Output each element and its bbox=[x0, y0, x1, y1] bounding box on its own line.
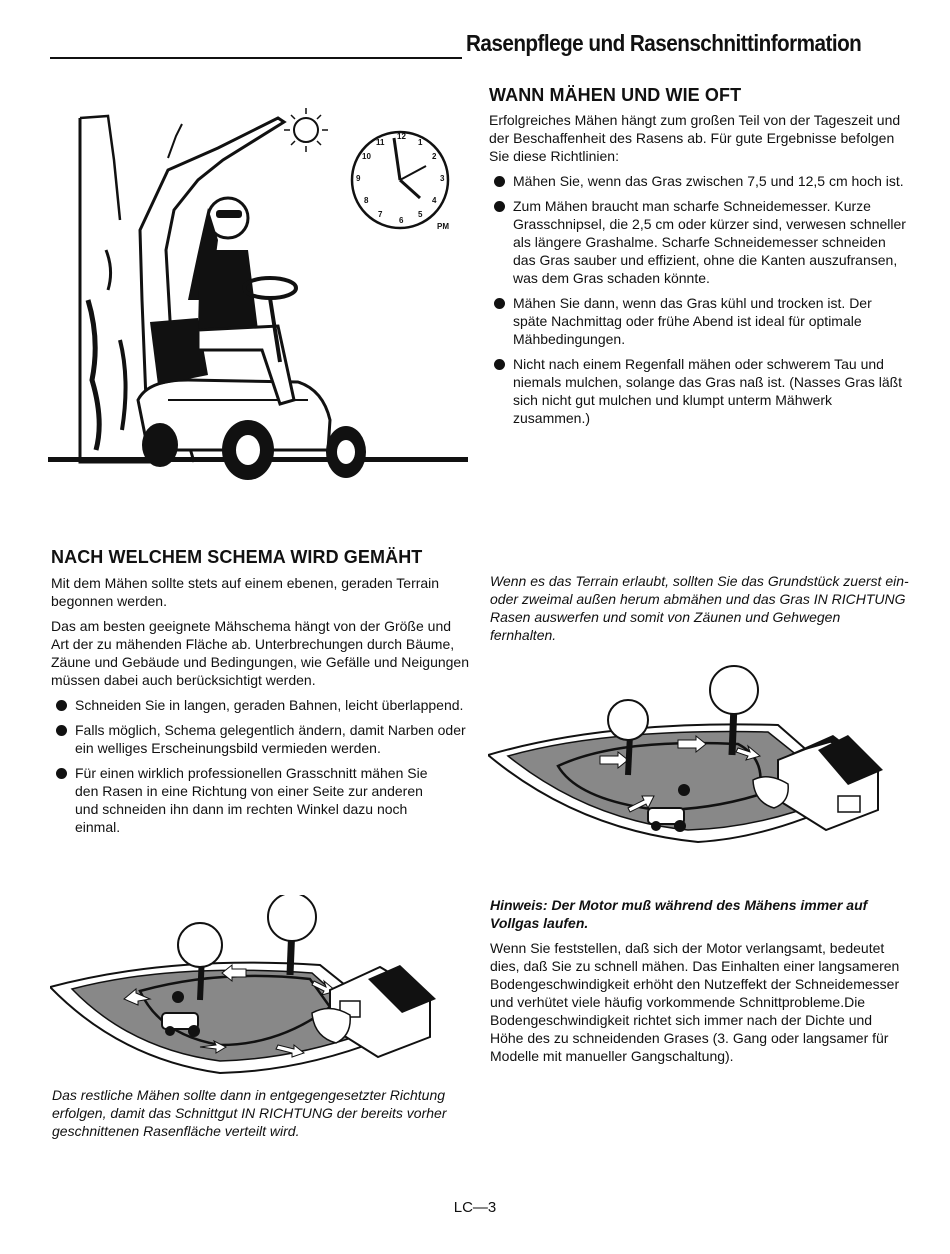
paragraph: Das am besten geeignete Mähschema hängt von der Größe und Art der zu mähenden Fläche ab. Unterbrechungen durch Bäume, Zäune und Gebäude und Bedingungen, wie Gefälle und Neigungen müssen dabei auch berücksichtigt werden. bbox=[51, 618, 469, 688]
clock-number: 4 bbox=[432, 196, 437, 205]
paragraph: Mit dem Mähen sollte stets auf einem ebenen, geraden Terrain begonnen werden. bbox=[51, 575, 440, 609]
lawn-diagram-inner bbox=[50, 895, 440, 1085]
clock-number: 9 bbox=[356, 174, 361, 183]
note-title: Hinweis: Der Motor muß während des Mähens immer auf Vollgas laufen. bbox=[490, 897, 868, 931]
lawn-diagram-perimeter bbox=[488, 660, 898, 850]
list-item: Mähen Sie, wenn das Gras zwischen 7,5 und 12,5 cm hoch ist. bbox=[489, 172, 909, 190]
note-block bbox=[490, 896, 905, 1065]
caption-terrain: Wenn es das Terrain erlaubt, sollten Sie das Grundstück zuerst ein- oder zweimal außen herum abmähen und das Gras IN RICHTUNG Rasen auswerfen und somit von Zäunen und Gehwegen fernhalten. bbox=[490, 573, 909, 643]
page-number: LC—3 bbox=[453, 1199, 497, 1216]
list-item: Zum Mähen braucht man scharfe Schneidemesser. Kurze Grasschnipsel, die 2,5 cm oder kürzer sind, verwesen schneller als längere Grashalme. Scharfe Schneidemesser schneiden das Gras sauber und effizient, ohne die Kanten auszufransen, was dem Gras schaden könnte. bbox=[489, 197, 909, 287]
clock-number: 2 bbox=[432, 152, 437, 161]
section-intro: Erfolgreiches Mähen hängt zum großen Teil von der Tageszeit und der Beschaffenheit des Rasens ab. Für gute Ergebnisse befolgen Sie diese Richtlinien: bbox=[489, 112, 901, 164]
page-title: Rasenpflege und Rasenschnittinformation bbox=[466, 30, 862, 56]
bullet-list bbox=[51, 696, 469, 836]
clock-number: 1 bbox=[418, 138, 423, 147]
section-heading: WANN MÄHEN UND WIE OFT bbox=[489, 85, 742, 105]
clock-number: 6 bbox=[399, 216, 404, 225]
list-item: Mähen Sie dann, wenn das Gras kühl und trocken ist. Der späte Nachmittag oder frühe Abend ist ideal für optimale Mähbedingungen. bbox=[489, 294, 909, 348]
section-when bbox=[489, 85, 909, 434]
clock-number: 3 bbox=[440, 174, 445, 183]
list-item: Schneiden Sie in langen, geraden Bahnen, leicht überlappend. bbox=[51, 696, 469, 714]
clock-number: 5 bbox=[418, 210, 423, 219]
list-item: Falls möglich, Schema gelegentlich ändern, damit Narben oder ein welliges Erscheinungsbild vermieden werden. bbox=[51, 721, 469, 757]
note-body: Wenn Sie feststellen, daß sich der Motor verlangsamt, bedeutet dies, daß Sie zu schnell mähen. Das Einhalten einer langsameren Bodengeschwindigkeit erhöht den Nutzeffekt der Schneidemesser und verhütet viele häufig vorkommende Schnittprobleme.Die Bodengeschwindigkeit richtet sich immer nach der Dichte und Höhe des zu schneidenden Grases (3. Gang oder langsamer für Modelle mit manueller Gangschaltung). bbox=[490, 940, 900, 1064]
clock-face-labels bbox=[352, 132, 448, 228]
section-schema bbox=[51, 547, 469, 843]
clock-number: 7 bbox=[378, 210, 383, 219]
clock-number: 8 bbox=[364, 196, 369, 205]
clock-number: 10 bbox=[362, 152, 371, 161]
caption-rest: Das restliche Mähen sollte dann in entgegengesetzter Richtung erfolgen, damit das Schnittgut IN RICHTUNG der bereits vorher geschnittenen Rasenfläche verteilt wird. bbox=[52, 1087, 447, 1139]
bullet-list bbox=[489, 172, 909, 427]
section-heading: NACH WELCHEM SCHEMA WIRD GEMÄHT bbox=[51, 547, 423, 567]
header-rule bbox=[50, 57, 462, 59]
list-item: Nicht nach einem Regenfall mähen oder schwerem Tau und niemals mulchen, solange das Gras naß ist. (Nasses Gras läßt sich nicht gut mulchen und klumpt unterm Mähwerk zusammen.) bbox=[489, 355, 909, 427]
clock-number: 11 bbox=[376, 138, 385, 147]
clock-number: 12 bbox=[397, 132, 406, 141]
clock-pm-label: PM bbox=[437, 222, 449, 231]
list-item: Für einen wirklich professionellen Grasschnitt mähen Sie den Rasen in eine Richtung von einer Seite zur anderen und schneiden ihn dann im rechten Winkel dazu noch einmal. bbox=[51, 764, 469, 836]
